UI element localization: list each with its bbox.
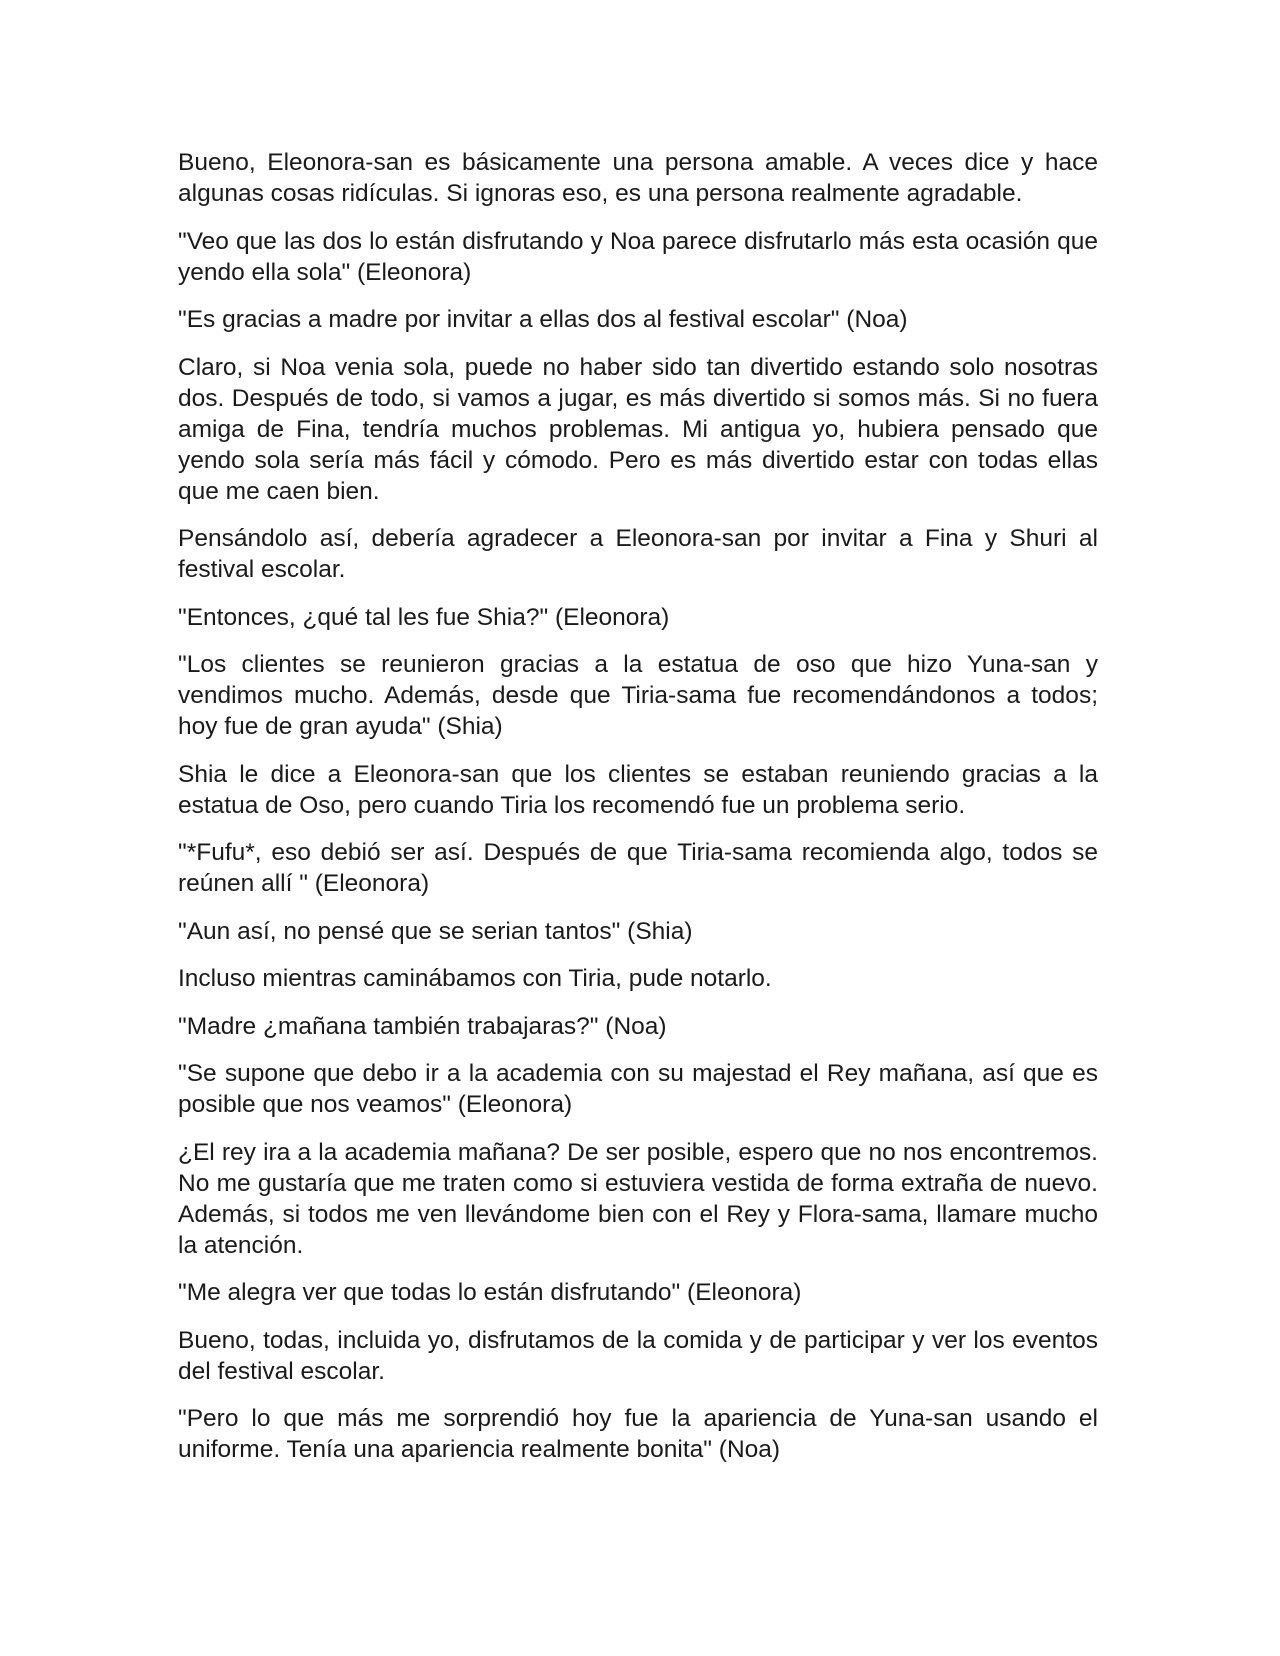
paragraph: "Madre ¿mañana también trabajaras?" (Noa) — [178, 1012, 667, 1040]
paragraph: "Se supone que debo ir a la academia con su majestad el Rey mañana, así que es posible que nos veamos" (Eleonora) — [178, 1060, 1098, 1118]
paragraph: "Pero lo que más me sorprendió hoy fue la apariencia de Yuna-san usando el uniforme. Tenía una apariencia realmente bonita" (Noa) — [178, 1405, 1098, 1463]
paragraph: Bueno, todas, incluida yo, disfrutamos de la comida y de participar y ver los eventos del festival escolar. — [178, 1326, 1098, 1385]
paragraph: "Es gracias a madre por invitar a ellas dos al festival escolar" (Noa) — [178, 306, 908, 333]
paragraph: ¿El rey ira a la academia mañana? De ser posible, espero que no nos encontremos. No me gustaría que me traten como si estuviera vestida de forma extraña de nuevo. Además, si todos me ven llevándome bien con el Rey y Flora-sama, llamare mucho la atención. — [178, 1138, 1098, 1259]
document-body — [178, 147, 1098, 1482]
paragraph: Claro, si Noa venia sola, puede no haber sido tan divertido estando solo nosotras dos. Después de todo, si vamos a jugar, es más divertido si somos más. Si no fuera amiga de Fina, tendría muchos problemas. Mi antigua yo, hubiera pensado que yendo sola sería más fácil y cómodo. Pero es más divertido estar con todas ellas que me caen bien. — [178, 353, 1098, 505]
paragraph: Incluso mientras caminábamos con Tiria, pude notarlo. — [178, 965, 772, 992]
paragraph: "Entonces, ¿qué tal les fue Shia?" (Eleonora) — [178, 603, 670, 631]
paragraph: Bueno, Eleonora-san es básicamente una persona amable. A veces dice y hace algunas cosas ridículas. Si ignoras eso, es una persona realmente agradable. — [178, 149, 1098, 207]
paragraph: "Aun así, no pensé que se serian tantos" (Shia) — [178, 917, 693, 945]
paragraph: "Me alegra ver que todas lo están disfrutando" (Eleonora) — [178, 1279, 802, 1306]
paragraph: "Veo que las dos lo están disfrutando y Noa parece disfrutarlo más esta ocasión que yendo ella sola" (Eleonora) — [178, 227, 1098, 286]
paragraph: "*Fufu*, eso debió ser así. Después de que Tiria-sama recomienda algo, todos se reúnen allí " (Eleonora) — [178, 839, 1098, 897]
paragraph: Shia le dice a Eleonora-san que los clientes se estaban reuniendo gracias a la estatua de Oso, pero cuando Tiria los recomendó fue un problema serio. — [178, 760, 1098, 819]
paragraph: Pensándolo así, debería agradecer a Eleonora-san por invitar a Fina y Shuri al festival escolar. — [178, 525, 1098, 583]
paragraph: "Los clientes se reunieron gracias a la estatua de oso que hizo Yuna-san y vendimos mucho. Además, desde que Tiria-sama fue recomendándonos a todos; hoy fue de gran ayuda" (Shia) — [178, 651, 1098, 740]
